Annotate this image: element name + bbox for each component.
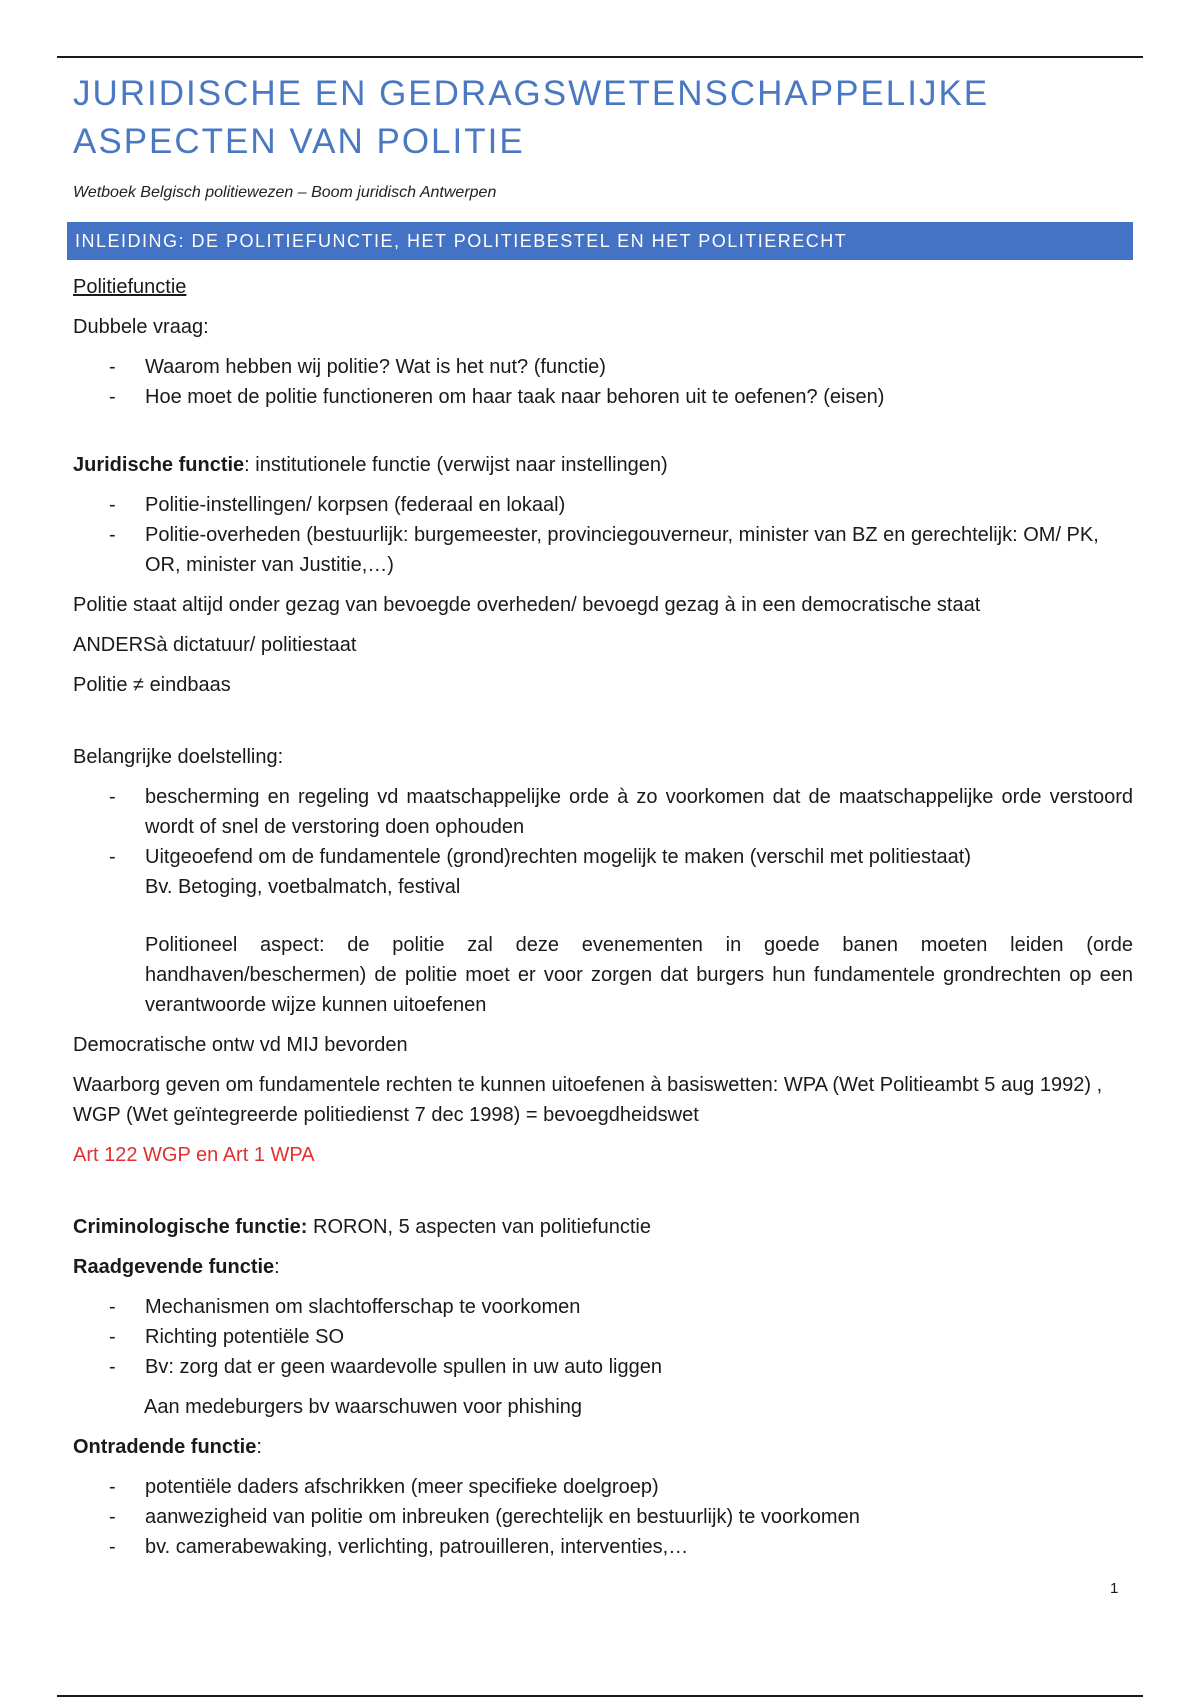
list-item: - Mechanismen om slachtofferschap te voorkomen	[73, 1292, 1133, 1322]
dash-bullet: -	[109, 524, 116, 546]
politiefunctie-list	[73, 352, 1133, 412]
doelstelling-list	[73, 782, 1133, 872]
list-item: - potentiële daders afschrikken (meer specifieke doelgroep)	[73, 1472, 1133, 1502]
bottom-rule	[57, 1695, 1143, 1697]
juridische-functie-list	[73, 490, 1133, 580]
document-page	[73, 70, 1133, 1562]
criminologische-functie-label: Criminologische functie:	[73, 1216, 308, 1238]
dash-bullet: -	[109, 846, 116, 868]
list-item: - Uitgeoefend om de fundamentele (grond)rechten mogelijk te maken (verschil met politiestaat)	[73, 842, 1133, 872]
doelstelling-example: Bv. Betoging, voetbalmatch, festival	[145, 876, 461, 898]
dash-bullet: -	[109, 386, 116, 408]
eindbaas-line: Politie ≠ eindbaas	[73, 674, 231, 696]
document-subtitle: Wetboek Belgisch politiewezen – Boom juridisch Antwerpen	[73, 184, 497, 201]
dash-bullet: -	[109, 1476, 116, 1498]
dash-bullet: -	[109, 786, 116, 808]
dash-bullet: -	[109, 494, 116, 516]
juridische-functie-line: Juridische functie: institutionele functie (verwijst naar instellingen)	[73, 454, 668, 476]
juridische-functie-label: Juridische functie	[73, 454, 245, 476]
list-item: - Politie-instellingen/ korpsen (federaal en lokaal)	[73, 490, 1133, 520]
raadgevende-functie-label: Raadgevende functie	[73, 1256, 275, 1278]
dash-bullet: -	[109, 1506, 116, 1528]
raadgevende-functie-line: Raadgevende functie:	[73, 1256, 280, 1278]
doelstelling-intro: Belangrijke doelstelling:	[73, 746, 284, 768]
dash-bullet: -	[109, 356, 116, 378]
list-item: - Waarom hebben wij politie? Wat is het nut? (functie)	[73, 352, 1133, 382]
ontradende-functie-list	[73, 1472, 1133, 1562]
ontradende-functie-label: Ontradende functie	[73, 1436, 257, 1458]
waarborg-line: Waarborg geven om fundamentele rechten te kunnen uitoefenen à basiswetten: WPA (Wet Politieambt 5 aug 1992) , WGP (Wet geïntegreerde politiedienst 7 dec 1998) = bevoegdheidswet	[73, 1074, 1103, 1126]
politiefunctie-intro: Dubbele vraag:	[73, 316, 209, 338]
gezag-line: Politie staat altijd onder gezag van bevoegde overheden/ bevoegd gezag à in een democratische staat	[73, 594, 981, 616]
dash-bullet: -	[109, 1356, 116, 1378]
politioneel-aspect: Politioneel aspect: de politie zal deze evenementen in goede banen moeten leiden (orde handhaven/beschermen) de politie moet er voor zorgen dat burgers hun fundamentele grondrechten op een verantwoorde wijze kunnen uitoefenen	[145, 934, 1133, 1016]
raadgevende-functie-list	[73, 1292, 1133, 1382]
document-title: JURIDISCHE EN GEDRAGSWETENSCHAPPELIJKE ASPECTEN VAN POLITIE	[73, 74, 990, 161]
ontradende-functie-line: Ontradende functie:	[73, 1436, 262, 1458]
page-number: 1	[1110, 1580, 1119, 1597]
list-item: - bv. camerabewaking, verlichting, patrouilleren, interventies,…	[73, 1532, 1133, 1562]
section-heading: INLEIDING: DE POLITIEFUNCTIE, HET POLITIEBESTEL EN HET POLITIERECHT	[67, 222, 1133, 260]
list-item: - Politie-overheden (bestuurlijk: burgemeester, provinciegouverneur, minister van BZ en gerechtelijk: OM/ PK, OR, minister van Justitie,…)	[73, 520, 1133, 580]
raadgevende-extra: Aan medeburgers bv waarschuwen voor phishing	[144, 1396, 583, 1418]
list-item: - Richting potentiële SO	[73, 1322, 1133, 1352]
criminologische-functie-line: Criminologische functie: RORON, 5 aspecten van politiefunctie	[73, 1216, 651, 1238]
dash-bullet: -	[109, 1326, 116, 1348]
dash-bullet: -	[109, 1536, 116, 1558]
politiefunctie-label: Politiefunctie	[73, 276, 187, 298]
anders-line: ANDERSà dictatuur/ politiestaat	[73, 634, 357, 656]
list-item: - bescherming en regeling vd maatschappelijke orde à zo voorkomen dat de maatschappelijke orde verstoord wordt of snel de verstoring doen ophouden	[73, 782, 1133, 842]
top-rule	[57, 56, 1143, 58]
democratisch-line: Democratische ontw vd MIJ bevorden	[73, 1034, 408, 1056]
list-item: - Hoe moet de politie functioneren om haar taak naar behoren uit te oefenen? (eisen)	[73, 382, 1133, 412]
article-reference: Art 122 WGP en Art 1 WPA	[73, 1144, 315, 1166]
dash-bullet: -	[109, 1296, 116, 1318]
list-item: - Bv: zorg dat er geen waardevolle spullen in uw auto liggen	[73, 1352, 1133, 1382]
list-item: - aanwezigheid van politie om inbreuken (gerechtelijk en bestuurlijk) te voorkomen	[73, 1502, 1133, 1532]
